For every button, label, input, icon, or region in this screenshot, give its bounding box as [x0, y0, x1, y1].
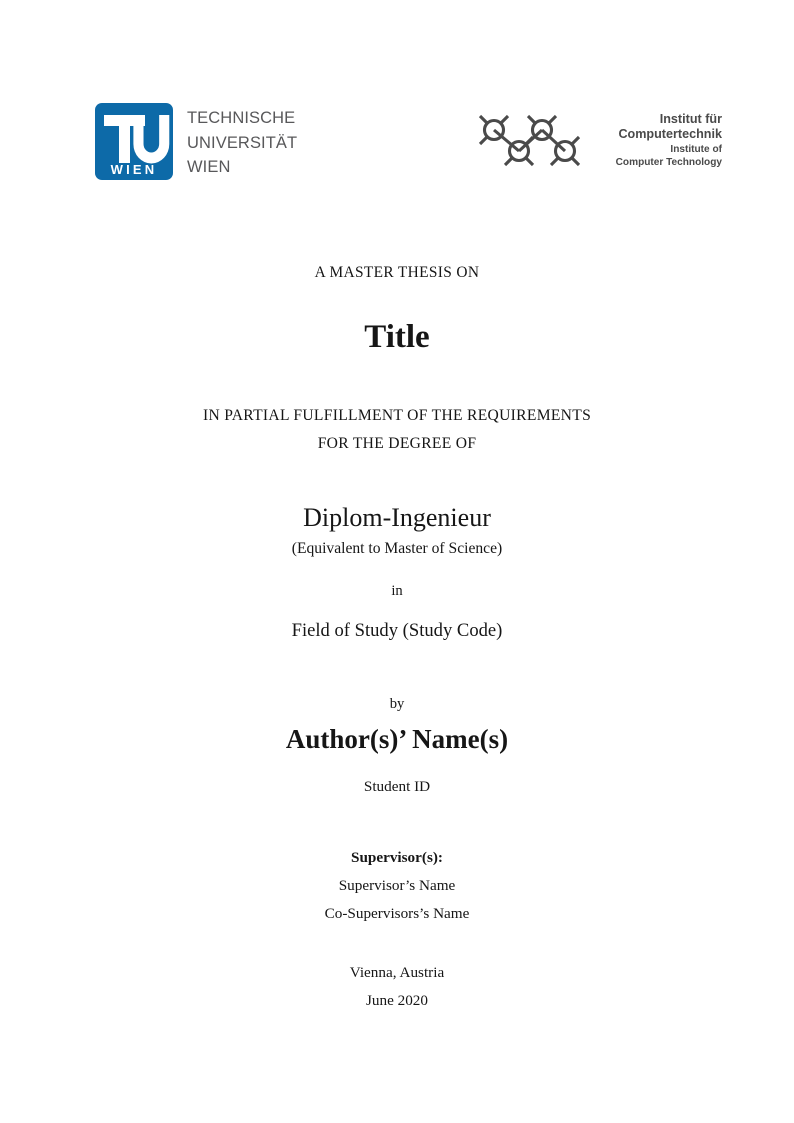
- field-of-study: Field of Study (Study Code): [291, 620, 503, 641]
- thesis-title: Title: [364, 319, 430, 355]
- network-nodes-icon: [470, 106, 580, 174]
- tu-wien-logo: [95, 103, 297, 180]
- logo-row: [0, 98, 794, 188]
- student-id: Student ID: [363, 778, 431, 795]
- institute-name-en-line-1: Institute of: [670, 143, 722, 155]
- svg-text:WIEN: WIEN: [110, 162, 158, 177]
- fulfillment-line-2: FOR THE DEGREE OF: [317, 435, 477, 452]
- author-name: Author(s)’ Name(s): [285, 724, 509, 754]
- tu-wordmark-line-1: TECHNISCHE: [187, 109, 296, 127]
- tu-wordmark-line-2: UNIVERSITÄT: [187, 133, 298, 152]
- institute-name-en-line-2: Computer Technology: [615, 157, 722, 169]
- institute-wordmark: [594, 106, 722, 170]
- date-label: June 2020: [365, 992, 428, 1009]
- thesis-kind-label: A MASTER THESIS ON: [314, 264, 480, 281]
- tu-wien-mark-icon: [95, 103, 173, 180]
- co-supervisor-name: Co-Supervisors’s Name: [324, 905, 470, 922]
- location-label: Vienna, Austria: [349, 964, 445, 981]
- supervisors-heading: Supervisor(s):: [351, 849, 443, 866]
- degree-equivalent-note: (Equivalent to Master of Science): [291, 540, 503, 557]
- fulfillment-line-1: IN PARTIAL FULFILLMENT OF THE REQUIREMENTS: [202, 407, 592, 424]
- tu-wordmark-line-3: WIEN: [187, 158, 231, 176]
- degree-name: Diplom-Ingenieur: [303, 503, 491, 532]
- institute-name-de-line-1: Institut für: [659, 112, 722, 126]
- in-connector-word: in: [391, 583, 403, 599]
- by-connector-word: by: [389, 696, 405, 712]
- institute-name-de-line-2: Computertechnik: [618, 127, 722, 142]
- tu-wien-wordmark: [187, 103, 297, 180]
- supervisor-name: Supervisor’s Name: [338, 877, 456, 894]
- institute-computer-technology-logo: [470, 106, 722, 174]
